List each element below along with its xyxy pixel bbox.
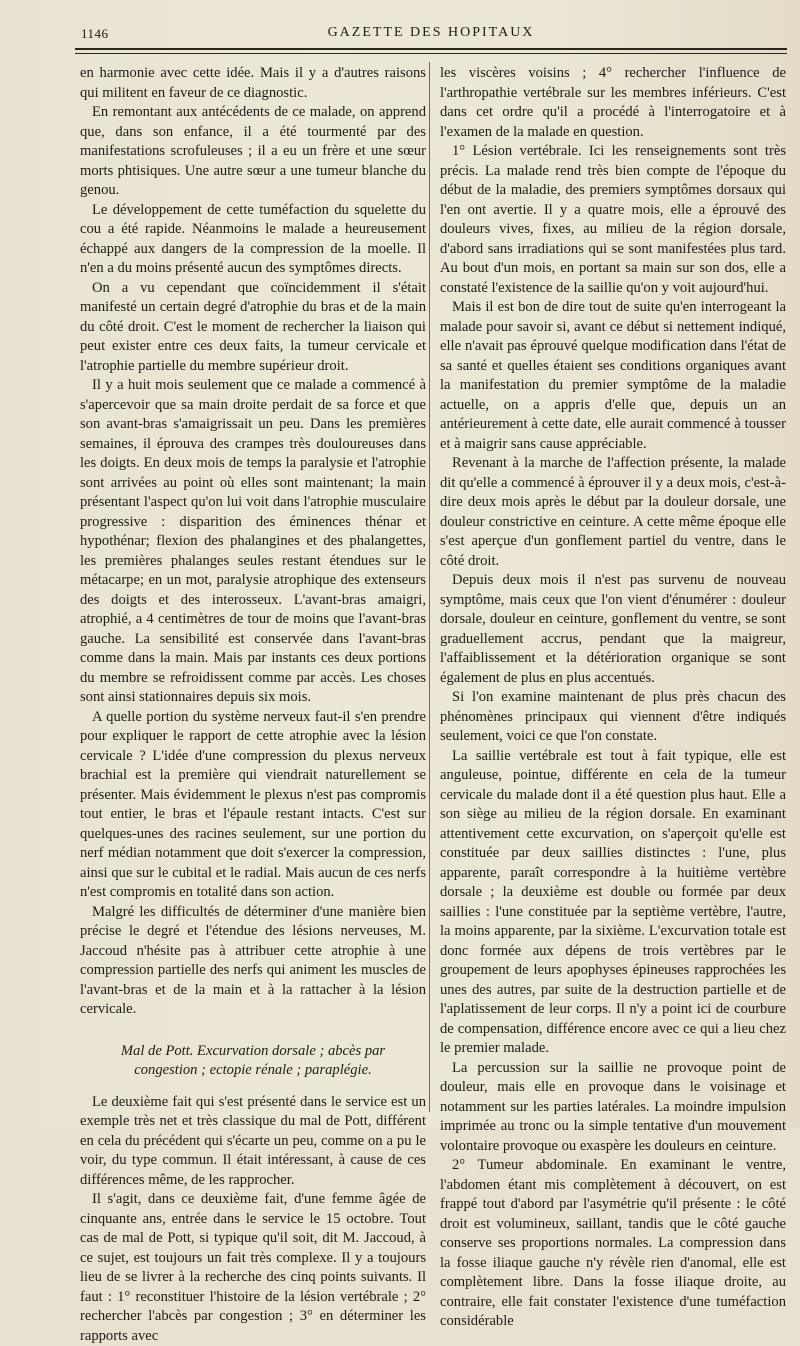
paragraph: A quelle portion du système nerveux faut-il s'en prendre pour expliquer le rapport de cette atrophie avec la lésion cervicale ? L'idée d'une compression du plexus nerveux brachial est la première qui viendrait naturellement se présenter. Mais évidemment le plexus n'est pas compromis tout entier, le bras et l'épaule restant intacts. C'est sur quelques-unes des racines seulement, sur une portion du nerf médian notamment que doit s'exercer la compression, ainsi que sur le cubital et le radial. Mais aucun de ces nerfs n'est compromis en totalité dans son action. xyxy=(80,708,426,900)
paragraph: 2° Tumeur abdominale. En examinant le ventre, l'abdomen étant mis complètement à découvert, on est frappé tout d'abord par l'asymétrie qu'il présente : le côté droit est volumineux, saillant, tandis que le côté gauche conserve ses proportions normales. La compression dans la fosse iliaque gauche n'y révèle rien d'anomal, elle est complètement libre. Dans la fosse iliaque droite, au contraire, elle fait constater l'existence d'une tuméfaction considérable xyxy=(440,1157,786,1329)
page-number: 1146 xyxy=(81,26,109,41)
paragraph: Revenant à la marche de l'affection présente, la malade dit qu'elle a commencé à éprouver il y a deux mois, c'est-à-dire deux mois après le début par la douleur dorsale, une douleur constrictive en ceinture. A cette même époque elle s'est aperçue d'un gonflement partiel du ventre, dans le côté droit. xyxy=(440,455,786,569)
paragraph: Il y a huit mois seulement que ce malade a commencé à s'apercevoir que sa main droite perdait de sa force et que son avant-bras s'amaigrissait un peu. Dans les premières semaines, il éprouva des crampes très douloureuses dans les doigts. En deux mois de temps la paralysie et l'atrophie sont arrivées au point où elles sont maintenant; la main présentant l'aspect qu'on lui voit dans l'atrophie musculaire progressive : disparition des éminences thénar et hypothénar; flexion des phalangines et des phalangettes, les premières phalanges seules restant étendues sur le métacarpe; en un mot, paralysie atrophique des extenseurs des doigts et des interosseux. L'avant-bras amaigri, atrophié, a 4 centimètres de tour de moins que l'avant-bras gauche. La sensibilité est conservée dans l'avant-bras comme dans la main. Mais par instants ces deux portions du membre se refroidissent comme par accès. Les choses sont ainsi stationnaires depuis six mois. xyxy=(80,377,426,705)
header-rule-thin xyxy=(75,53,787,54)
paragraph: Depuis deux mois il n'est pas survenu de nouveau symptôme, mais ceux que l'on vient d'énumérer : douleur dorsale, douleur en ceinture, gonflement du ventre, se sont graduellement accrus, pendant que la maigreur, l'affaiblissement et la détérioration organique se sont également de plus en plus accentués. xyxy=(440,572,786,686)
paragraph: Malgré les difficultés de déterminer d'une manière bien précise le degré et l'étendue des lésions nerveuses, M. Jaccoud n'hésite pas à attribuer cette atrophie à une compression partielle des nerfs qui animent les muscles de l'avant-bras et de la main et à la rattacher à la lésion cervicale. xyxy=(80,903,426,1017)
paragraph: Le deuxième fait qui s'est présenté dans le service est un exemple très net et très classique du mal de Pott, différent en cela du précédent qui s'écarte un peu, comme on a pu le voir, du type commun. Il était intéressant, à cause de ces différences même, de les rapprocher. xyxy=(80,1093,426,1188)
header-rule-thick xyxy=(75,48,787,50)
section-heading: Mal de Pott. Excurvation dorsale ; abcès par congestion ; ectopie rénale ; paraplégie. xyxy=(120,1042,386,1078)
page-header xyxy=(75,22,787,48)
paragraph: La saillie vertébrale est tout à fait typique, elle est anguleuse, pointue, différente en cela de la tumeur cervicale du malade dont il a été question plus haut. Elle a son siège au milieu de la région dorsale. En examinant attentivement cette excurvation, on s'aperçoit qu'elle est constituée par deux saillies distinctes : l'une, plus apparente, paraît correspondre à la huitième vertèbre dorsale ; la deuxième est double ou formée par deux saillies : l'une constituée par la septième vertèbre, l'autre, la moins apparente, par la sixième. L'excurvation totale est donc formée aux dépens de trois vertèbres par le groupement de leurs apophyses épineuses rapprochées les unes des autres, par suite de la destruction partielle et de l'aplatissement de leur corps. Il n'y a point ici de courbure de compensation, différence encore avec ce qui a lieu chez le premier malade. xyxy=(440,747,786,1056)
paragraph: En remontant aux antécédents de ce malade, on apprend que, dans son enfance, il a été tourmenté par des manifestations scrofuleuses ; il a eu un frère et une sœur morts phtisiques. Une autre sœur a une tumeur blanche du genou. xyxy=(80,104,426,198)
paragraph: La percussion sur la saillie ne provoque point de douleur, mais elle en provoque dans le voisinage et notamment sur les parties latérales. La moindre impulsion imprimée au tronc ou la simple tentative d'un mouvement volontaire provoque ou exaspère les douleurs en ceinture. xyxy=(440,1059,786,1154)
running-title: GAZETTE DES HOPITAUX xyxy=(327,25,535,40)
paragraph: Il s'agit, dans ce deuxième fait, d'une femme âgée de cinquante ans, entrée dans le service le 15 octobre. Tout cas de mal de Pott, si typique qu'il soit, dit M. Jaccoud, à ce sujet, est toujours un fait très complexe. Il y a toujours lieu de se livrer à la recherche des cinq points suivants. Il faut : 1° reconstituer l'histoire de la lésion vertébrale ; 2° rechercher l'abcès par congestion ; 3° en déterminer les rapports avec xyxy=(80,1191,426,1344)
left-column xyxy=(80,64,426,1346)
column-divider xyxy=(429,62,430,1112)
paragraph: Mais il est bon de dire tout de suite qu'en interrogeant la malade pour savoir si, avant ce début si nettement indiqué, elle n'avait pas éprouvé quelque modification dans l'état de sa santé et quelles étaient ses conditions organiques avant la manifestation du premier symptôme de la maladie actuelle, on a appris d'elle que, depuis un an antérieurement à cette date, elle aurait commencé à tousser et à maigrir sans cause appréciable. xyxy=(440,299,786,452)
paragraph: les viscères voisins ; 4° rechercher l'influence de l'arthropathie vertébrale sur les membres inférieurs. C'est dans cet ordre qu'il a procédé à l'interrogatoire et à l'examen de la malade en question. xyxy=(440,65,786,140)
paragraph: Si l'on examine maintenant de plus près chacun des phénomènes principaux qui viennent d'être indiqués seulement, voici ce que l'on constate. xyxy=(440,689,786,744)
paragraph: en harmonie avec cette idée. Mais il y a d'autres raisons qui militent en faveur de ce diagnostic. xyxy=(80,65,426,101)
paragraph: 1° Lésion vertébrale. Ici les renseignements sont très précis. La malade rend très bien compte de l'époque du début de la maladie, des premiers symptômes dorsaux qui l'en ont avertie. Il y a quatre mois, elle a éprouvé des douleurs vives, fixes, au milieu de la région dorsale, d'abord sans irradiations qui se sont manifestées plus tard. Au bout d'un mois, en portant sa main sur son dos, elle a constaté l'existence de la saillie qu'on y voit aujourd'hui. xyxy=(440,143,786,296)
paragraph: On a vu cependant que coïncidemment il s'était manifesté un certain degré d'atrophie du bras et de la main du côté droit. C'est le moment de rechercher la liaison qui peut exister entre ces deux faits, la tumeur cervicale et l'atrophie partielle du membre supérieur droit. xyxy=(80,279,426,374)
right-column xyxy=(440,64,786,1332)
paragraph: Le développement de cette tuméfaction du squelette du cou a été rapide. Néanmoins le malade a heureusement échappé aux dangers de la compression de la moelle. Il n'en a du moins présenté aucun des symptômes directs. xyxy=(80,201,426,276)
